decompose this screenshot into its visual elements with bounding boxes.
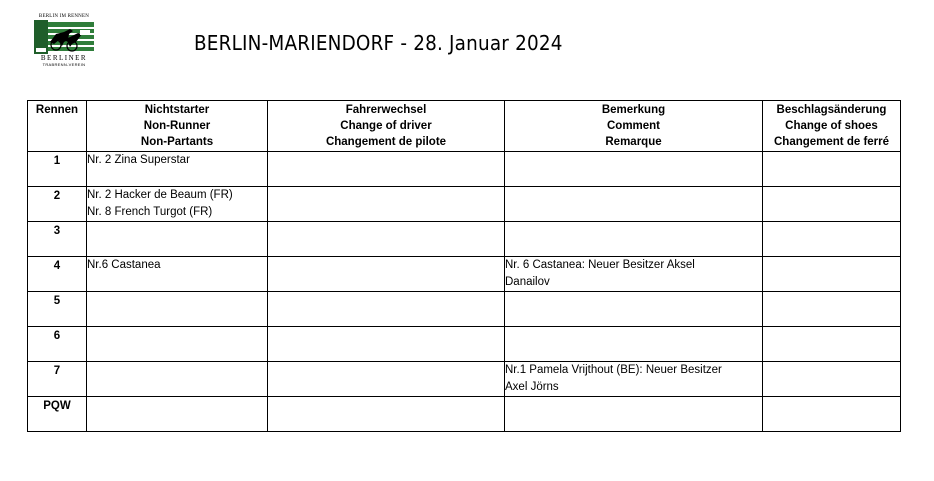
shoe-change-cell [763,187,901,222]
race-number: 1 [28,152,87,187]
comment-cell: Nr. 6 Castanea: Neuer Besitzer Aksel Danailov [505,257,763,292]
race-number: 2 [28,187,87,222]
shoe-change-cell [763,362,901,397]
non-runner-cell [87,327,268,362]
harness-racing-emblem-icon [34,20,94,54]
driver-change-cell [268,327,505,362]
logo-brand: BERLINER [40,54,88,62]
header-shoe-change: Beschlagsänderung Change of shoes Changement de ferré [763,101,901,152]
driver-change-cell [268,292,505,327]
non-runner-cell [87,362,268,397]
table-row [28,152,901,187]
logo [34,14,94,68]
driver-change-cell [268,187,505,222]
non-runner-cell [87,292,268,327]
header-driver-change: Fahrerwechsel Change of driver Changement de pilote [268,101,505,152]
race-number: 5 [28,292,87,327]
table-row [28,397,901,432]
logo-subtitle: TRABRENN-VEREIN [42,62,86,67]
shoe-change-cell [763,327,901,362]
shoe-change-cell [763,222,901,257]
comment-cell [505,152,763,187]
non-runner-cell: Nr.6 Castanea [87,257,268,292]
comment-cell [505,397,763,432]
race-number: 3 [28,222,87,257]
shoe-change-cell [763,397,901,432]
non-runner-cell [87,222,268,257]
shoe-change-cell [763,257,901,292]
non-runner-cell: Nr. 2 Hacker de Beaum (FR) Nr. 8 French Turgot (FR) [87,187,268,222]
page-title: BERLIN-MARIENDORF - 28. Januar 2024 [194,31,563,55]
table-row [28,187,901,222]
table-header-row [28,101,901,152]
table-row [28,257,901,292]
comment-cell [505,187,763,222]
driver-change-cell [268,397,505,432]
header-race: Rennen [28,101,87,152]
non-runner-cell [87,397,268,432]
table-row [28,327,901,362]
race-number: 7 [28,362,87,397]
comment-cell [505,292,763,327]
comment-cell [505,327,763,362]
comment-cell: Nr.1 Pamela Vrijthout (BE): Neuer Besitzer Axel Jörns [505,362,763,397]
table-row [28,292,901,327]
driver-change-cell [268,257,505,292]
race-number: 6 [28,327,87,362]
header-non-runner: Nichtstarter Non-Runner Non-Partants [87,101,268,152]
driver-change-cell [268,152,505,187]
comment-cell [505,222,763,257]
driver-change-cell [268,222,505,257]
table-row [28,362,901,397]
shoe-change-cell [763,152,901,187]
table-row [28,222,901,257]
race-changes-table [27,100,901,432]
shoe-change-cell [763,292,901,327]
race-number: PQW [28,397,87,432]
logo-top-text: BERLIN IM RENNEN [38,14,90,19]
race-number: 4 [28,257,87,292]
non-runner-cell: Nr. 2 Zina Superstar [87,152,268,187]
driver-change-cell [268,362,505,397]
header-comment: Bemerkung Comment Remarque [505,101,763,152]
